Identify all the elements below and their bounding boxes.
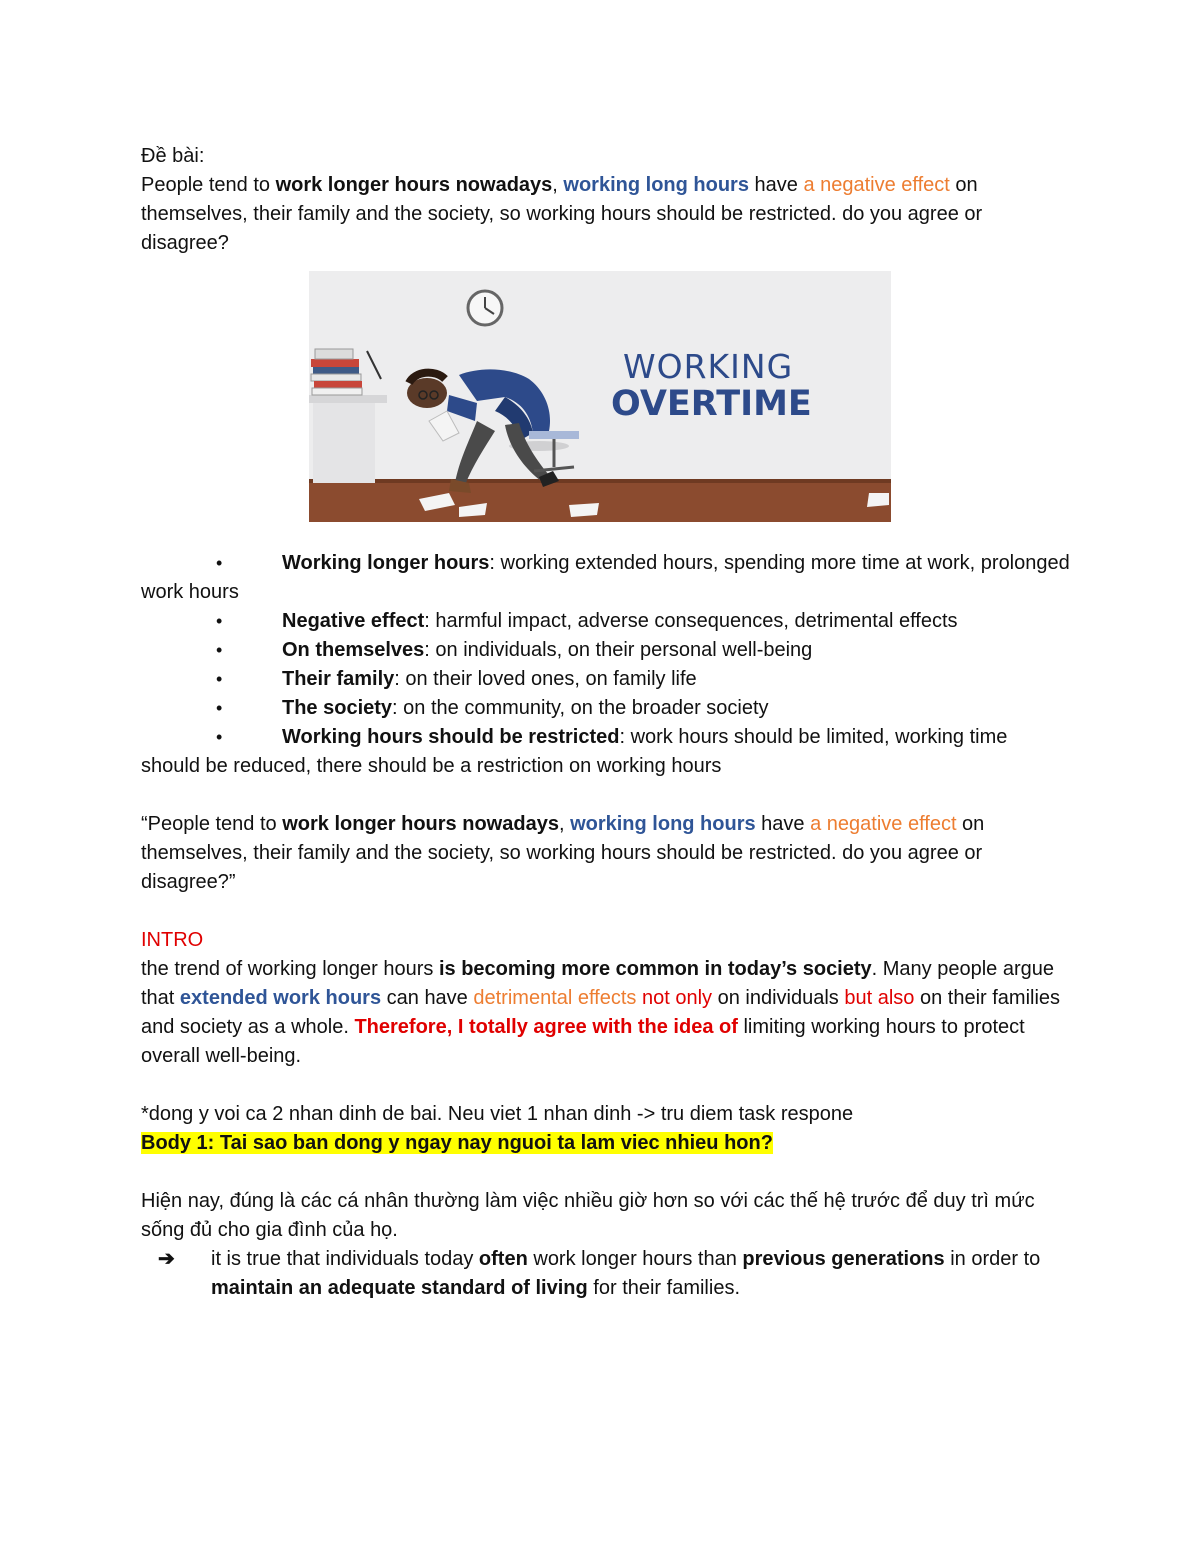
intro-bold: is becoming more common in today’s society: [438, 958, 872, 980]
translation-text: in order to: [944, 1248, 1041, 1270]
arrow-right-icon: ➔: [158, 1248, 175, 1270]
prompt-text: People tend to: [141, 174, 276, 196]
quote-text: ,: [558, 813, 571, 835]
image-title-line2: OVERTIME: [611, 384, 812, 424]
intro-keyword-blue: extended work hours: [179, 987, 382, 1009]
list-item: [141, 549, 1071, 607]
translation-item: [141, 1245, 1071, 1303]
prompt-text: have: [748, 174, 804, 196]
intro-text: the trend of working longer hours: [141, 958, 439, 980]
intro-keyword-orange: detrimental effects: [473, 987, 637, 1009]
image-title-line1: WORKING: [623, 347, 794, 386]
list-item: [141, 723, 1071, 781]
bullet-icon: •: [216, 727, 223, 747]
intro-keyword-red-bold: Therefore, I totally agree with the idea of: [354, 1016, 738, 1038]
intro-keyword-red: but also: [844, 987, 915, 1009]
working-overtime-illustration: [309, 271, 891, 522]
vocab-definition: : on their loved ones, on family life: [394, 668, 697, 690]
vocab-term: The society: [282, 697, 393, 719]
vocab-definition: : working extended hours, spending more time at work, prolonged work hours: [141, 552, 1070, 603]
list-item: [141, 694, 1071, 723]
vocab-term: Working longer hours: [282, 552, 490, 574]
intro-heading: INTRO: [141, 929, 204, 951]
quote-keyword-blue: working long hours: [570, 813, 756, 835]
quote-text: “People tend to: [141, 813, 283, 835]
vocab-term: Negative effect: [282, 610, 425, 632]
vocab-definition: : on individuals, on their personal well-being: [424, 639, 813, 661]
list-item: [141, 607, 1071, 636]
translation-text: for their families.: [587, 1277, 740, 1299]
bullet-icon: •: [216, 698, 223, 718]
intro-text: limiting working hours to protect overall well-being.: [141, 1016, 1025, 1067]
prompt-keyword: work longer hours nowadays: [275, 174, 553, 196]
translation-text: work longer hours than: [527, 1248, 743, 1270]
list-item: [141, 665, 1071, 694]
quote-text: have: [755, 813, 811, 835]
intro-keyword-red: not only: [641, 987, 713, 1009]
body1-heading-highlight: Body 1: Tai sao ban dong y ngay nay nguoi ta lam viec nhieu hon?: [141, 1132, 773, 1154]
bullet-icon: •: [216, 553, 223, 573]
intro-paragraph: [141, 955, 1071, 1071]
vocab-term: On themselves: [282, 639, 425, 661]
vocab-definition: : work hours should be limited, working time should be reduced, there should be a restriction on working hours: [141, 726, 1008, 777]
intro-text: can have: [381, 987, 474, 1009]
vietnamese-sentence: Hiện nay, đúng là các cá nhân thường làm việc nhiều giờ hơn so với các thế hệ trước để duy trì mức sống đủ cho gia đình của họ.: [141, 1190, 1035, 1241]
note-text: *dong y voi ca 2 nhan dinh de bai. Neu viet 1 nhan dinh -> tru diem task respone: [141, 1103, 854, 1125]
assignment-heading: Đề bài:: [141, 145, 205, 167]
bullet-icon: •: [216, 611, 223, 631]
assignment-prompt: [141, 171, 1071, 258]
prompt-keyword-blue: working long hours: [563, 174, 749, 196]
vocab-term: Their family: [282, 668, 395, 690]
translation-bold: previous generations: [742, 1248, 945, 1270]
prompt-text: ,: [552, 174, 564, 196]
prompt-keyword-orange: a negative effect: [803, 174, 950, 196]
intro-text: . Many people argue that: [141, 958, 1054, 1009]
quote-keyword: work longer hours nowadays: [282, 813, 559, 835]
intro-text: on individuals: [712, 987, 845, 1009]
list-item: [141, 636, 1071, 665]
bullet-icon: •: [216, 640, 223, 660]
vocabulary-list: [141, 549, 1071, 781]
body1-heading: [141, 1129, 1071, 1158]
vocab-definition: : on the community, on the broader society: [392, 697, 769, 719]
wall-clock-icon: [468, 291, 502, 325]
quote-text: on themselves, their family and the society, so working hours should be restricted. do you agree or disagree?”: [141, 813, 985, 893]
bullet-icon: •: [216, 669, 223, 689]
document-content: [141, 142, 1071, 1303]
translation-bold: maintain an adequate standard of living: [211, 1277, 588, 1299]
quoted-prompt: [141, 810, 1071, 897]
quote-keyword-orange: a negative effect: [810, 813, 957, 835]
intro-text: on their families and society as a whole.: [141, 987, 1061, 1038]
vocab-definition: : harmful impact, adverse consequences, detrimental effects: [424, 610, 958, 632]
translation-bold: often: [478, 1248, 528, 1270]
prompt-text: on themselves, their family and the society, so working hours should be restricted. do you agree or disagree?: [141, 174, 983, 254]
translation-text: it is true that individuals today: [211, 1248, 479, 1270]
vocab-term: Working hours should be restricted: [282, 726, 620, 748]
